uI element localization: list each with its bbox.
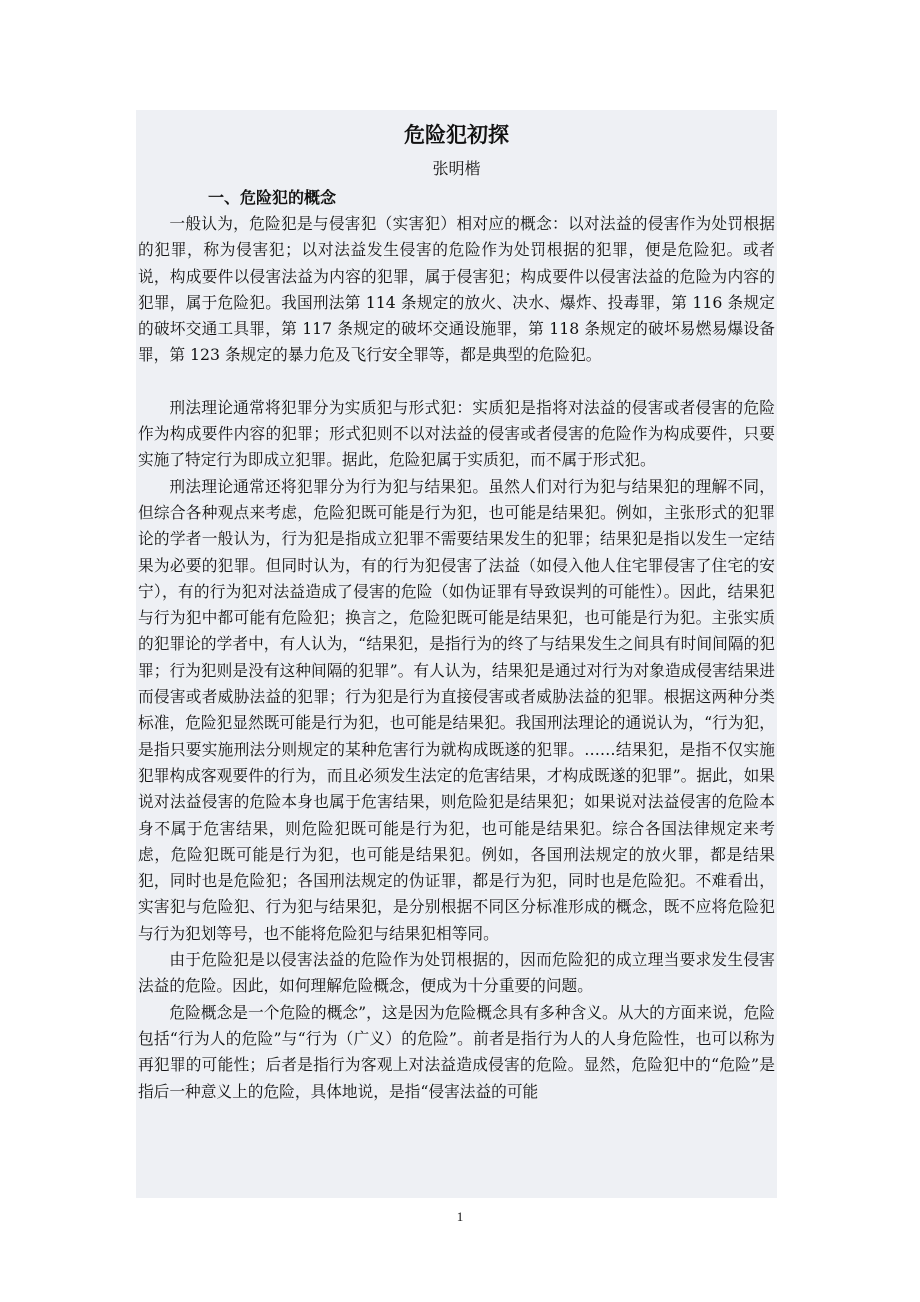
document-body [138,118,775,1105]
paragraph-2: 刑法理论通常将犯罪分为实质犯与形式犯：实质犯是指将对法益的侵害或者侵害的危险作为构成要件内容的犯罪；形式犯则不以对法益的侵害或者侵害的危险作为构成要件，只要实施了特定行为即成立犯罪。据此，危险犯属于实质犯，而不属于形式犯。 [138,397,775,470]
paragraph-1: 一般认为，危险犯是与侵害犯（实害犯）相对应的概念：以对法益的侵害作为处罚根据的犯罪，称为侵害犯；以对法益发生侵害的危险作为处罚根据的犯罪，便是危险犯。或者说，构成要件以侵害法益为内容的犯罪，属于侵害犯；构成要件以侵害法益的危险为内容的犯罪，属于危险犯。我国刑法第 114 条规定的放火、决水、爆炸、投毒罪，第 116 条规定的破坏交通工具罪，第 117 条规定的破坏交通设施罪，第 118 条规定的破坏易燃易爆设备罪，第 123 条规定的暴力危及飞行安全罪等，都是典型的危险犯。 [138,214,775,365]
paragraph-gap [138,369,775,395]
paragraph-4: 由于危险犯是以侵害法益的危险作为处罚根据的，因而危险犯的成立理当要求发生侵害法益的危险。因此，如何理解危险概念，便成为十分重要的问题。 [138,950,775,996]
document-title: 危险犯初探 [404,123,509,147]
paragraph-3: 刑法理论通常还将犯罪分为行为犯与结果犯。虽然人们对行为犯与结果犯的理解不同，但综合各种观点来考虑，危险犯既可能是行为犯，也可能是结果犯。例如，主张形式的犯罪论的学者一般认为，行为犯是指成立犯罪不需要结果发生的犯罪；结果犯是指以发生一定结果为必要的犯罪。但同时认为，有的行为犯侵害了法益（如侵入他人住宅罪侵害了住宅的安宁），有的行为犯对法益造成了侵害的危险（如伪证罪有导致误判的可能性）。因此，结果犯与行为犯中都可能有危险犯；换言之，危险犯既可能是结果犯，也可能是行为犯。主张实质的犯罪论的学者中，有人认为，“结果犯，是指行为的终了与结果发生之间具有时间间隔的犯罪；行为犯则是没有这种间隔的犯罪”。有人认为，结果犯是通过对行为对象造成侵害结果进而侵害或者威胁法益的犯罪；行为犯是行为直接侵害或者威胁法益的犯罪。根据这两种分类标准，危险犯显然既可能是行为犯，也可能是结果犯。我国刑法理论的通说认为，“行为犯，是指只要实施刑法分则规定的某种危害行为就构成既遂的犯罪。……结果犯，是指不仅实施犯罪构成客观要件的行为，而且必须发生法定的危害结果，才构成既遂的犯罪”。据此，如果说对法益侵害的危险本身也属于危害结果，则危险犯是结果犯；如果说对法益侵害的危险本身不属于危害结果，则危险犯既可能是行为犯，也可能是结果犯。综合各国法律规定来考虑，危险犯既可能是行为犯，也可能是结果犯。例如，各国刑法规定的放火罪，都是结果犯，同时也是危险犯；各国刑法规定的伪证罪，都是行为犯，同时也是危险犯。不难看出，实害犯与危险犯、行为犯与结果犯，是分别根据不同区分标准形成的概念，既不应将危险犯与行为犯划等号，也不能将危险犯与结果犯相等同。 [138,476,775,943]
paragraph-5: 危险概念是一个危险的概念”，这是因为危险概念具有多种含义。从大的方面来说，危险包括“行为人的危险”与“行为（广义）的危险”。前者是指行为人的人身危险性，也可以称为再犯罪的可能性；后者是指行为客观上对法益造成侵害的危险。显然，危险犯中的“危险”是指后一种意义上的危险，具体地说，是指“侵害法益的可能 [138,1002,775,1101]
page-number: 1 [456,1209,464,1224]
section-heading: 一、危险犯的概念 [208,188,337,207]
author-name: 张明楷 [432,159,481,178]
